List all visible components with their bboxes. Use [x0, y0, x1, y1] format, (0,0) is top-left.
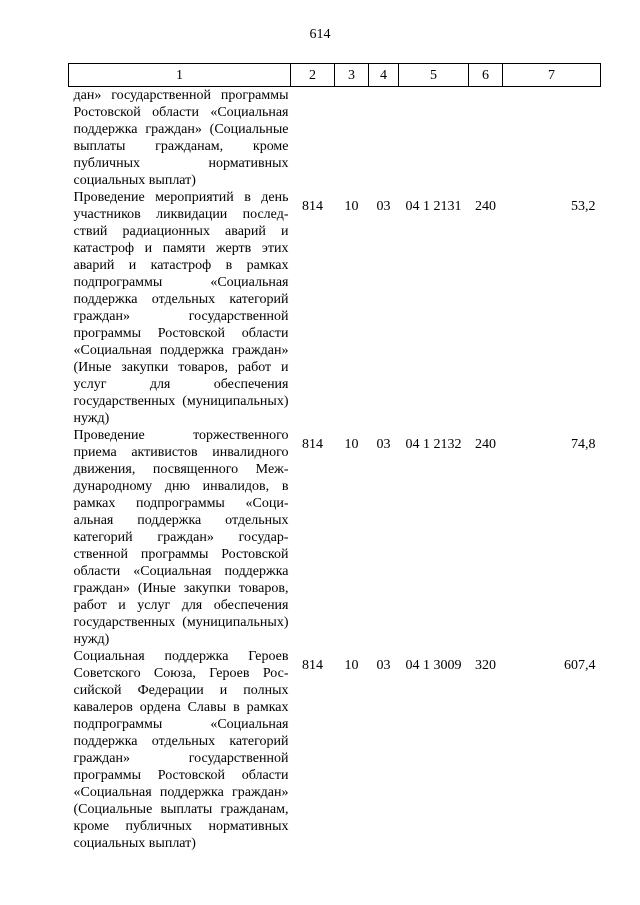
cell-target-article: 04 1 2132 [405, 437, 462, 452]
cell-ministry-code [291, 87, 335, 190]
cell-subsection: 03 [376, 437, 391, 452]
column-header: 1 [69, 64, 291, 87]
cell-section [335, 87, 369, 190]
column-header: 7 [503, 64, 601, 87]
cell-expense-type: 240 [475, 437, 496, 452]
cell-section: 10 [344, 199, 359, 214]
column-header: 6 [469, 64, 503, 87]
row-description: дан» государственной программы Ростовской области «Социальная поддержка граждан» (Социальные выплаты гражданам, кроме публичных нормативных социальных выплат) [73, 88, 289, 188]
cell-subsection: 03 [376, 199, 391, 214]
cell-amount [503, 87, 601, 190]
cell-amount: 74,8 [571, 437, 596, 452]
table-row [69, 427, 601, 648]
cell-amount: 53,2 [571, 199, 596, 214]
cell-target-article: 04 1 2131 [405, 199, 462, 214]
cell-expense-type [469, 87, 503, 190]
page-number: 614 [309, 27, 331, 42]
cell-target-article [399, 87, 469, 190]
column-header: 3 [335, 64, 369, 87]
column-header: 2 [291, 64, 335, 87]
cell-target-article: 04 1 3009 [405, 658, 462, 673]
row-description: Социальная поддержка Героев Советского Союза, Героев Российской Федерации и полных кавалеров ордена Славы в рамках подпрограммы «Социальная поддержка отдельных категорий граждан» государственной программы Ростовской области «Социальная поддержка граждан» (Социальные выплаты гражданам, кроме публичных нормативных социальных выплат) [73, 649, 289, 851]
table-row [69, 189, 601, 427]
row-description: Проведение торжественного приема активистов инвалидного движения, посвященного Международному дню инвалидов, в рамках подпрограммы «Социальная поддержка отдельных категорий граждан» государственной программы Ростовской области «Социальная поддержка граждан» (Иные закупки товаров, работ и услуг для обеспечения государственных (муниципальных) нужд) [73, 428, 289, 647]
table-header-row [69, 64, 601, 87]
cell-section: 10 [344, 658, 359, 673]
column-header: 4 [369, 64, 399, 87]
table-row [69, 87, 601, 190]
budget-table [68, 63, 601, 852]
cell-amount: 607,4 [564, 658, 596, 673]
table-row [69, 648, 601, 852]
cell-expense-type: 240 [475, 199, 496, 214]
column-header: 5 [399, 64, 469, 87]
cell-subsection [369, 87, 399, 190]
cell-subsection: 03 [376, 658, 391, 673]
cell-ministry-code: 814 [302, 199, 323, 214]
cell-ministry-code: 814 [302, 658, 323, 673]
cell-section: 10 [344, 437, 359, 452]
cell-ministry-code: 814 [302, 437, 323, 452]
cell-expense-type: 320 [475, 658, 496, 673]
row-description: Проведение мероприятий в день участников ликвидации последствий радиационных аварий и катастроф и памяти жертв этих аварий и катастроф в рамках подпрограммы «Социальная поддержка отдельных категорий граждан» государственной программы Ростовской области «Социальная поддержка граждан» (Иные закупки товаров, работ и услуг для обеспечения государственных (муниципальных) нужд) [73, 190, 289, 426]
